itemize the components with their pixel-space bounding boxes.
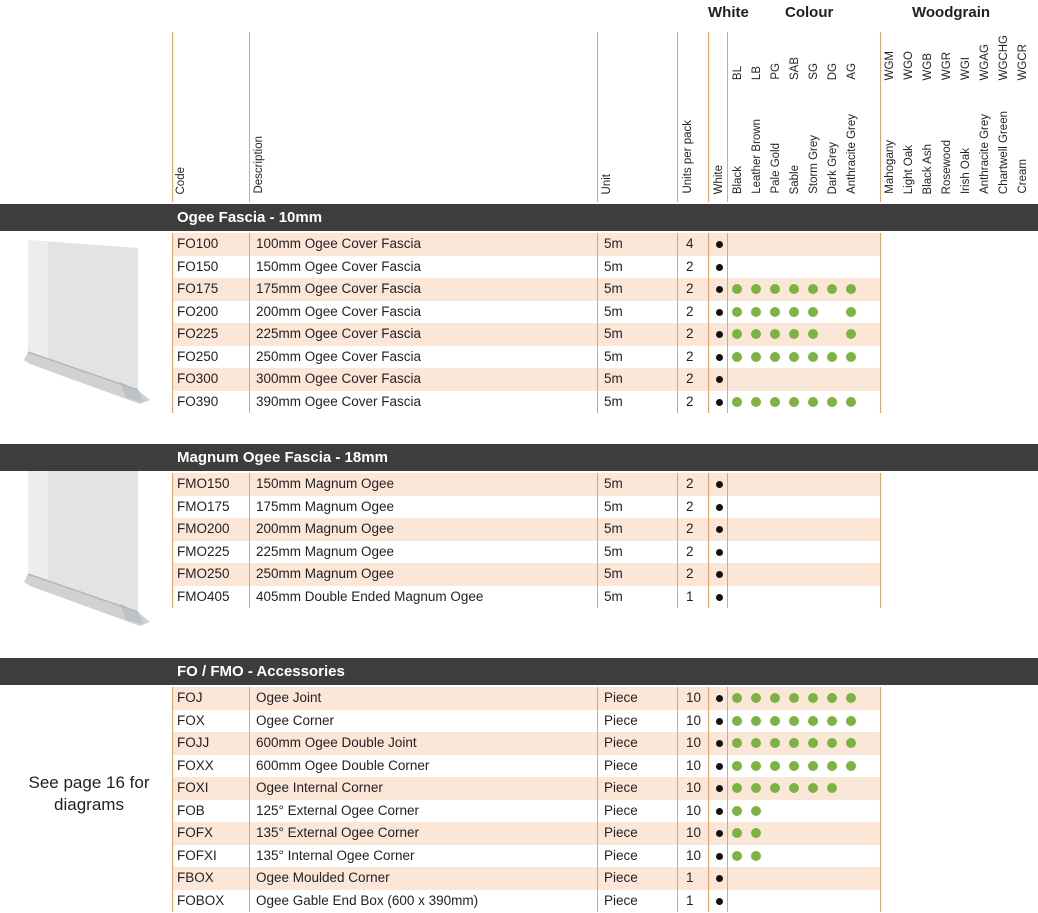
units-per-pack: 2	[686, 543, 694, 559]
product-code: FMO200	[177, 521, 230, 536]
units-per-pack: 2	[686, 348, 694, 364]
white-availability-dot	[716, 309, 723, 316]
product-description: 175mm Magnum Ogee	[256, 498, 395, 514]
colour-availability-dot	[751, 307, 761, 317]
product-unit: 5m	[604, 476, 623, 491]
table-row	[0, 755, 1038, 778]
table-row	[0, 867, 1038, 890]
product-unit: 5m	[604, 566, 623, 581]
table-row	[0, 346, 1038, 369]
product-unit: 5m	[604, 326, 623, 341]
colour-availability-dot	[827, 693, 837, 703]
section-title: FO / FMO - Accessories	[177, 663, 345, 680]
section-header	[0, 444, 1038, 471]
product-description: 175mm Ogee Cover Fascia	[256, 281, 422, 296]
product-code: FO100	[177, 236, 219, 251]
product-unit: 5m	[604, 258, 623, 274]
woodgrain-name-header: Light Oak	[903, 144, 915, 194]
product-unit: 5m	[604, 498, 623, 514]
product-description: Ogee Corner	[256, 712, 335, 728]
section-title: Ogee Fascia - 10mm	[177, 209, 323, 226]
product-unit: Piece	[604, 802, 638, 818]
table-row	[0, 256, 1038, 279]
woodgrain-name-header: Black Ash	[922, 143, 934, 194]
column-divider	[880, 233, 881, 413]
product-description: 300mm Ogee Cover Fascia	[256, 371, 422, 386]
woodgrain-code-header: WGM	[884, 50, 896, 80]
product-code: FBOX	[177, 870, 214, 885]
column-divider	[172, 473, 173, 608]
colour-name-header: Leather Brown	[751, 119, 763, 194]
product-unit: 5m	[604, 348, 623, 364]
product-code: FMO175	[177, 498, 230, 514]
white-availability-dot	[716, 264, 723, 271]
product-description: Ogee Moulded Corner	[256, 870, 390, 885]
product-description: 250mm Ogee Cover Fascia	[256, 348, 422, 364]
colour-availability-dot	[827, 352, 837, 362]
product-description: 600mm Ogee Double Corner	[256, 757, 430, 773]
header-divider	[249, 32, 250, 202]
product-code: FOFXI	[177, 847, 217, 863]
colour-availability-dot	[789, 307, 799, 317]
product-description: 200mm Ogee Cover Fascia	[256, 303, 422, 319]
woodgrain-name-header: Chartwell Green	[998, 110, 1010, 194]
colour-availability-dot	[808, 761, 818, 771]
colour-name-header: Dark Grey	[827, 141, 839, 194]
product-description: Ogee Internal Corner	[256, 780, 383, 795]
colour-availability-dot	[846, 716, 856, 726]
colour-availability-dot	[770, 693, 780, 703]
product-description: 225mm Ogee Cover Fascia	[256, 326, 422, 341]
units-per-pack: 1	[686, 892, 694, 908]
table-row	[0, 890, 1038, 913]
woodgrain-name-header: Mahogany	[884, 140, 896, 194]
colour-availability-dot	[732, 716, 742, 726]
colour-availability-dot	[827, 397, 837, 407]
column-divider	[249, 687, 250, 912]
units-per-pack: 10	[686, 690, 702, 705]
column-divider	[727, 233, 728, 413]
white-availability-dot	[716, 331, 723, 338]
product-code: FMO405	[177, 588, 230, 604]
product-unit: Piece	[604, 735, 638, 750]
product-code: FOXI	[177, 780, 209, 795]
product-code: FO200	[177, 303, 219, 319]
product-code: FO175	[177, 281, 219, 296]
column-divider	[708, 687, 709, 912]
column-divider	[249, 473, 250, 608]
colour-availability-dot	[846, 397, 856, 407]
units-per-pack: 4	[686, 236, 694, 251]
colour-availability-dot	[846, 284, 856, 294]
colour-availability-dot	[732, 761, 742, 771]
product-unit: Piece	[604, 690, 638, 705]
table-row	[0, 777, 1038, 800]
column-header-description: Description	[253, 136, 265, 194]
product-unit: 5m	[604, 543, 623, 559]
product-unit: Piece	[604, 712, 638, 728]
column-divider	[677, 233, 678, 413]
white-availability-dot	[716, 354, 723, 361]
woodgrain-code-header: WGI	[960, 57, 972, 80]
colour-code-header: PG	[770, 63, 782, 80]
product-unit: 5m	[604, 521, 623, 536]
units-per-pack: 1	[686, 588, 694, 604]
product-code: FOFX	[177, 825, 213, 840]
units-per-pack: 2	[686, 326, 694, 341]
product-code: FOJJ	[177, 735, 210, 750]
colour-availability-dot	[789, 284, 799, 294]
product-code: FO390	[177, 393, 219, 409]
colour-availability-dot	[732, 851, 742, 861]
colour-availability-dot	[808, 397, 818, 407]
white-availability-dot	[716, 853, 723, 860]
colour-availability-dot	[770, 783, 780, 793]
colour-availability-dot	[808, 716, 818, 726]
table-row	[0, 541, 1038, 564]
white-availability-dot	[716, 898, 723, 905]
product-code: FOBOX	[177, 892, 225, 908]
group-colour-title: Colour	[785, 4, 834, 21]
column-divider	[597, 687, 598, 912]
header-divider	[172, 32, 173, 202]
colour-name-header: Black	[732, 165, 744, 194]
colour-availability-dot	[846, 329, 856, 339]
colour-availability-dot	[751, 352, 761, 362]
colour-code-header: SG	[808, 63, 820, 80]
product-code: FO150	[177, 258, 219, 274]
woodgrain-code-header: WGAG	[979, 43, 991, 80]
units-per-pack: 10	[686, 802, 702, 818]
table-row	[0, 518, 1038, 541]
colour-name-header: Sable	[789, 164, 801, 194]
section-title: Magnum Ogee Fascia - 18mm	[177, 449, 388, 466]
colour-availability-dot	[846, 693, 856, 703]
column-header-unit: Unit	[601, 173, 613, 194]
white-availability-dot	[716, 549, 723, 556]
product-description: 405mm Double Ended Magnum Ogee	[256, 588, 484, 604]
product-description: 100mm Ogee Cover Fascia	[256, 236, 422, 251]
colour-availability-dot	[846, 352, 856, 362]
colour-availability-dot	[789, 716, 799, 726]
colour-availability-dot	[770, 329, 780, 339]
colour-availability-dot	[827, 761, 837, 771]
colour-availability-dot	[846, 738, 856, 748]
colour-name-header: Anthracite Grey	[846, 114, 858, 194]
product-unit: Piece	[604, 825, 638, 840]
product-unit: 5m	[604, 588, 623, 604]
colour-availability-dot	[732, 738, 742, 748]
product-code: FOJ	[177, 690, 203, 705]
colour-availability-dot	[789, 783, 799, 793]
table-row	[0, 278, 1038, 301]
colour-availability-dot	[808, 329, 818, 339]
column-divider	[727, 687, 728, 912]
colour-availability-dot	[770, 352, 780, 362]
colour-availability-dot	[827, 716, 837, 726]
white-availability-dot	[716, 875, 723, 882]
table-row	[0, 323, 1038, 346]
units-per-pack: 10	[686, 735, 702, 750]
colour-availability-dot	[751, 806, 761, 816]
table-row	[0, 233, 1038, 256]
units-per-pack: 2	[686, 393, 694, 409]
colour-availability-dot	[751, 783, 761, 793]
table-row	[0, 391, 1038, 414]
white-availability-dot	[716, 718, 723, 725]
units-per-pack: 10	[686, 780, 702, 795]
colour-availability-dot	[770, 307, 780, 317]
colour-availability-dot	[732, 693, 742, 703]
product-unit: Piece	[604, 757, 638, 773]
units-per-pack: 2	[686, 371, 694, 386]
white-availability-dot	[716, 594, 723, 601]
table-row	[0, 301, 1038, 324]
colour-availability-dot	[732, 397, 742, 407]
column-divider	[880, 687, 881, 912]
colour-code-header: AG	[846, 63, 858, 80]
woodgrain-name-header: Cream	[1017, 159, 1029, 194]
colour-availability-dot	[827, 284, 837, 294]
header-divider	[727, 32, 728, 202]
product-unit: Piece	[604, 847, 638, 863]
units-per-pack: 2	[686, 521, 694, 536]
product-unit: 5m	[604, 281, 623, 296]
table-row	[0, 687, 1038, 710]
product-code: FOB	[177, 802, 205, 818]
product-description: 390mm Ogee Cover Fascia	[256, 393, 422, 409]
column-header-code: Code	[175, 166, 187, 194]
colour-availability-dot	[732, 806, 742, 816]
colour-availability-dot	[732, 783, 742, 793]
column-divider	[172, 687, 173, 912]
colour-availability-dot	[827, 738, 837, 748]
white-availability-dot	[716, 399, 723, 406]
white-availability-dot	[716, 571, 723, 578]
product-description: 150mm Ogee Cover Fascia	[256, 258, 422, 274]
woodgrain-name-header: Irish Oak	[960, 147, 972, 194]
colour-code-header: BL	[732, 65, 744, 80]
colour-availability-dot	[808, 284, 818, 294]
colour-availability-dot	[732, 307, 742, 317]
table-row	[0, 563, 1038, 586]
white-availability-dot	[716, 830, 723, 837]
product-description: Ogee Gable End Box (600 x 390mm)	[256, 892, 479, 908]
woodgrain-code-header: WGCR	[1017, 43, 1029, 80]
column-header-white: White	[713, 164, 725, 194]
woodgrain-name-header: Rosewood	[941, 139, 953, 194]
colour-availability-dot	[789, 738, 799, 748]
column-divider	[597, 233, 598, 413]
woodgrain-code-header: WGR	[941, 51, 953, 80]
colour-availability-dot	[789, 397, 799, 407]
column-header-units-per-pack: Units per pack	[682, 120, 694, 194]
product-code: FMO250	[177, 566, 230, 581]
colour-availability-dot	[732, 828, 742, 838]
product-unit: Piece	[604, 870, 638, 885]
units-per-pack: 10	[686, 712, 702, 728]
column-divider	[677, 473, 678, 608]
product-description: 150mm Magnum Ogee	[256, 476, 395, 491]
product-description: 125° External Ogee Corner	[256, 802, 419, 818]
product-description: 135° Internal Ogee Corner	[256, 847, 415, 863]
colour-availability-dot	[789, 693, 799, 703]
colour-availability-dot	[827, 783, 837, 793]
product-description: 135° External Ogee Corner	[256, 825, 419, 840]
colour-availability-dot	[751, 828, 761, 838]
colour-availability-dot	[751, 851, 761, 861]
colour-availability-dot	[808, 693, 818, 703]
product-unit: 5m	[604, 236, 623, 251]
header-divider	[880, 32, 881, 202]
colour-availability-dot	[751, 761, 761, 771]
colour-availability-dot	[751, 738, 761, 748]
product-description: 200mm Magnum Ogee	[256, 521, 395, 536]
woodgrain-code-header: WGB	[922, 52, 934, 80]
white-availability-dot	[716, 695, 723, 702]
units-per-pack: 10	[686, 847, 702, 863]
white-availability-dot	[716, 286, 723, 293]
colour-availability-dot	[732, 352, 742, 362]
column-divider	[708, 233, 709, 413]
product-code: FOX	[177, 712, 205, 728]
white-availability-dot	[716, 808, 723, 815]
colour-availability-dot	[770, 761, 780, 771]
column-divider	[172, 233, 173, 413]
product-code: FOXX	[177, 757, 214, 773]
product-code: FMO150	[177, 476, 230, 491]
section-header	[0, 204, 1038, 231]
colour-availability-dot	[770, 716, 780, 726]
units-per-pack: 2	[686, 498, 694, 514]
colour-availability-dot	[808, 738, 818, 748]
woodgrain-code-header: WGCHG	[998, 34, 1010, 80]
colour-availability-dot	[770, 397, 780, 407]
colour-availability-dot	[751, 716, 761, 726]
colour-availability-dot	[732, 329, 742, 339]
units-per-pack: 2	[686, 258, 694, 274]
column-divider	[597, 473, 598, 608]
colour-code-header: SAB	[789, 56, 801, 80]
units-per-pack: 2	[686, 303, 694, 319]
colour-availability-dot	[789, 352, 799, 362]
units-per-pack: 10	[686, 825, 702, 840]
product-description: 600mm Ogee Double Joint	[256, 735, 417, 750]
colour-availability-dot	[751, 397, 761, 407]
table-row	[0, 845, 1038, 868]
units-per-pack: 2	[686, 476, 694, 491]
colour-name-header: Storm Grey	[808, 135, 820, 194]
group-woodgrain-title: Woodgrain	[912, 4, 991, 21]
units-per-pack: 2	[686, 281, 694, 296]
colour-code-header: LB	[751, 65, 763, 80]
white-availability-dot	[716, 481, 723, 488]
table-row	[0, 473, 1038, 496]
white-availability-dot	[716, 740, 723, 747]
group-white-title: White	[708, 4, 749, 21]
table-row	[0, 822, 1038, 845]
product-unit: Piece	[604, 780, 638, 795]
colour-availability-dot	[808, 307, 818, 317]
header-divider	[708, 32, 709, 202]
table-row	[0, 586, 1038, 609]
column-divider	[727, 473, 728, 608]
colour-availability-dot	[789, 761, 799, 771]
table-row	[0, 800, 1038, 823]
colour-availability-dot	[732, 284, 742, 294]
colour-availability-dot	[751, 693, 761, 703]
colour-code-header: DG	[827, 62, 839, 80]
product-unit: 5m	[604, 393, 623, 409]
colour-availability-dot	[770, 284, 780, 294]
units-per-pack: 1	[686, 870, 694, 885]
units-per-pack: 2	[686, 566, 694, 581]
colour-availability-dot	[751, 284, 761, 294]
header-divider	[597, 32, 598, 202]
table-row	[0, 368, 1038, 391]
table-row	[0, 732, 1038, 755]
product-code: FMO225	[177, 543, 230, 559]
white-availability-dot	[716, 376, 723, 383]
colour-availability-dot	[770, 738, 780, 748]
product-code: FO300	[177, 371, 219, 386]
column-divider	[708, 473, 709, 608]
table-row	[0, 496, 1038, 519]
see-page-note: See page 16 for diagrams	[28, 773, 150, 814]
column-divider	[677, 687, 678, 912]
colour-availability-dot	[789, 329, 799, 339]
woodgrain-name-header: Anthracite Grey	[979, 114, 991, 194]
column-divider	[249, 233, 250, 413]
white-availability-dot	[716, 526, 723, 533]
product-code: FO225	[177, 326, 219, 341]
table-row	[0, 710, 1038, 733]
units-per-pack: 10	[686, 757, 702, 773]
product-description: 225mm Magnum Ogee	[256, 543, 395, 559]
colour-availability-dot	[808, 352, 818, 362]
colour-name-header: Pale Gold	[770, 143, 782, 194]
section-header	[0, 658, 1038, 685]
colour-availability-dot	[846, 761, 856, 771]
product-unit: 5m	[604, 303, 623, 319]
product-description: Ogee Joint	[256, 690, 322, 705]
column-divider	[880, 473, 881, 608]
white-availability-dot	[716, 241, 723, 248]
woodgrain-code-header: WGO	[903, 51, 915, 80]
white-availability-dot	[716, 785, 723, 792]
colour-availability-dot	[808, 783, 818, 793]
product-unit: 5m	[604, 371, 623, 386]
product-unit: Piece	[604, 892, 638, 908]
product-description: 250mm Magnum Ogee	[256, 566, 395, 581]
product-code: FO250	[177, 348, 219, 364]
white-availability-dot	[716, 763, 723, 770]
white-availability-dot	[716, 504, 723, 511]
header-divider	[677, 32, 678, 202]
colour-availability-dot	[751, 329, 761, 339]
colour-availability-dot	[846, 307, 856, 317]
